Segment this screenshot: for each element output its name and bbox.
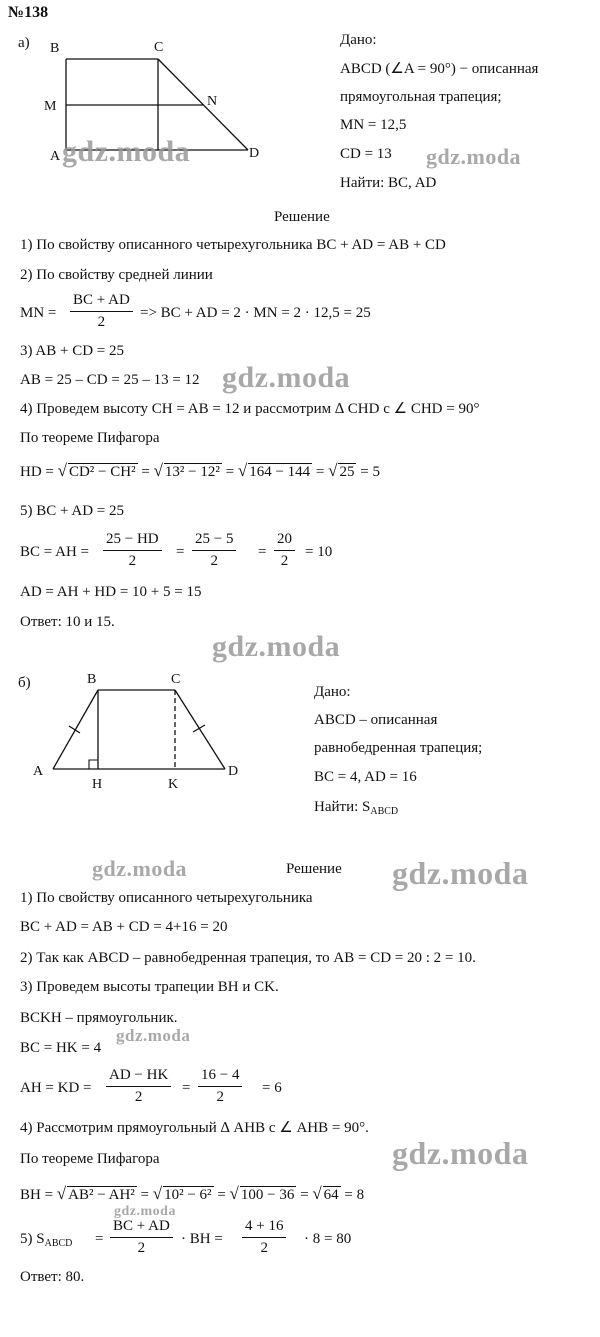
watermark: gdz.moda	[114, 1204, 176, 1219]
bh-root-2: 10² − 6²	[164, 1187, 212, 1203]
sum-line: BC + AD = AB + CD = 4+16 = 20	[20, 919, 228, 935]
ah-fraction-2	[198, 1068, 242, 1105]
hd-root-3: 164 − 144	[249, 464, 311, 480]
ah-end: = 6	[262, 1080, 282, 1096]
point-n-label: N	[207, 94, 218, 109]
ab-line: AB = 25 – CD = 25 – 13 = 12	[20, 372, 200, 388]
eq-sign: =	[258, 544, 267, 560]
bc-f1-den: 2	[128, 553, 137, 569]
eq-sign: =	[182, 1080, 191, 1096]
hd-root-4: 25	[339, 464, 355, 480]
ah-f1-num: AD − HK	[106, 1068, 171, 1087]
given-a-1: ABCD (∠A = 90°) − описанная	[340, 61, 539, 77]
s-lhs	[20, 1232, 72, 1247]
bc-f3-num: 20	[274, 532, 295, 551]
bc-fraction-1	[103, 532, 162, 569]
point-c-label: C	[171, 672, 181, 687]
hd-end: = 5	[360, 464, 380, 480]
given-a-2: прямоугольная трапеция;	[340, 89, 502, 105]
bc-end: = 10	[305, 544, 333, 560]
watermark: gdz.moda	[392, 1135, 529, 1171]
s-f1-num: BC + AD	[110, 1219, 173, 1238]
mn-numerator: BC + AD	[70, 293, 133, 312]
tick-cd	[193, 725, 205, 732]
step-a-2: 2) По свойству средней линии	[20, 267, 213, 283]
problem-number: №138	[8, 4, 49, 21]
mn-denominator: 2	[97, 314, 106, 330]
part-b-label: б)	[18, 675, 31, 691]
watermark: gdz.moda	[222, 361, 351, 394]
s-fraction-2	[242, 1219, 286, 1256]
step-a-4: 4) Проведем высоту CH = AB = 12 и рассмотрим ∆ CHD с ∠ CHD = 90°	[20, 401, 480, 417]
bc-fraction-3	[274, 532, 295, 569]
part-a-label: а)	[18, 35, 30, 51]
solution-title-b: Решение	[286, 861, 342, 877]
bc-f2-den: 2	[210, 553, 218, 569]
pyth-a: По теореме Пифагора	[20, 430, 160, 446]
find-b-prefix: Найти: S	[314, 799, 371, 815]
watermark: gdz.moda	[426, 144, 522, 169]
hd-equation: HD = √ CD² − CH² = √ 13² − 12² = √ 164 − 144 = √ 25 = 5	[20, 461, 380, 480]
watermark: gdz.moda	[392, 855, 529, 891]
ah-f2-den: 2	[216, 1089, 224, 1105]
mn-fraction	[70, 293, 133, 330]
ad-line: AD = AH + HD = 10 + 5 = 15	[20, 584, 202, 600]
hd-root-1: CD² − CH²	[68, 464, 136, 480]
bh-root-4: 64	[323, 1187, 339, 1203]
find-b	[314, 800, 398, 815]
step-b-4: 4) Рассмотрим прямоугольный ∆ AHB с ∠ AHB = 90°.	[20, 1120, 369, 1136]
mn-rhs: => BC + AD = 2 · MN = 2 · 12,5 = 25	[140, 305, 371, 321]
step-a-5: 5) BC + AD = 25	[20, 503, 125, 519]
watermark: gdz.moda	[116, 1026, 191, 1045]
point-c-label: C	[154, 40, 164, 55]
rect-line: BCKH – прямоугольник.	[20, 1010, 178, 1026]
s-mid: · BH =	[181, 1231, 223, 1247]
step-b-2: 2) Так как ABCD – равнобедренная трапеция, то AB = CD = 20 : 2 = 10.	[20, 950, 476, 966]
eq-sign: =	[176, 544, 185, 560]
s-sub: ABCD	[44, 1238, 73, 1249]
bh-equation: BH = √ AB² − AH² = √ 10² − 6² = √ 100 − 36 = √ 64 = 8	[20, 1184, 365, 1203]
point-d-label: D	[249, 146, 260, 161]
s-f2-num: 4 + 16	[242, 1219, 286, 1238]
given-b-3: BC = 4, AD = 16	[314, 769, 417, 785]
given-b-2: равнобедренная трапеция;	[314, 740, 483, 756]
point-a-label: A	[33, 764, 44, 779]
pyth-b: По теореме Пифагора	[20, 1151, 160, 1167]
hd-lhs: HD =	[20, 464, 54, 480]
s-prefix: 5) S	[20, 1231, 45, 1247]
right-angle-mark	[89, 760, 98, 769]
bc-f3-den: 2	[280, 553, 289, 569]
point-a-label: A	[50, 149, 61, 164]
given-a-4: CD = 13	[340, 146, 392, 162]
bh-end: = 8	[344, 1187, 365, 1203]
watermark: gdz.moda	[212, 630, 341, 663]
part-b-diagram	[25, 668, 275, 798]
s-eq: =	[95, 1231, 104, 1247]
bc-hk: BC = HK = 4	[20, 1040, 102, 1056]
ah-f1-den: 2	[134, 1089, 143, 1105]
point-m-label: M	[44, 99, 57, 114]
ah-lhs: AH = KD =	[20, 1080, 92, 1096]
solution-title-a: Решение	[274, 209, 330, 225]
given-title-a: Дано:	[340, 32, 377, 48]
step-b-3: 3) Проведем высоты трапеции BH и CK.	[20, 979, 279, 995]
s-f2-den: 2	[260, 1240, 268, 1256]
s-f1-den: 2	[137, 1240, 146, 1256]
point-h-label: H	[92, 777, 103, 792]
bh-lhs: BH =	[20, 1187, 54, 1203]
ah-f2-num: 16 − 4	[198, 1068, 242, 1087]
point-b-label: B	[50, 41, 60, 56]
ah-fraction-1	[106, 1068, 171, 1105]
find-b-sub: ABCD	[370, 806, 399, 817]
step-a-3: 3) AB + CD = 25	[20, 343, 125, 359]
step-b-1: 1) По свойству описанного четырехугольника	[20, 890, 313, 906]
hd-root-2: 13² − 12²	[164, 464, 220, 480]
answer-b: Ответ: 80.	[20, 1269, 85, 1285]
watermark: gdz.moda	[62, 135, 191, 168]
side-cd	[175, 690, 225, 769]
bh-root-1: AB² − AH²	[68, 1187, 135, 1203]
point-b-label: B	[87, 672, 97, 687]
bc-f1-num: 25 − HD	[103, 532, 162, 551]
s-end: · 8 = 80	[304, 1231, 352, 1247]
given-title-b: Дано:	[314, 684, 351, 700]
step-a-1: 1) По свойству описанного четырехугольника BC + AD = AB + CD	[20, 237, 446, 253]
s-fraction-1	[110, 1219, 173, 1256]
answer-a: Ответ: 10 и 15.	[20, 614, 115, 630]
watermark: gdz.moda	[92, 856, 188, 881]
find-a: Найти: BC, AD	[340, 175, 437, 191]
bc-f2-num: 25 − 5	[192, 532, 236, 551]
point-d-label: D	[228, 764, 239, 779]
bc-fraction-2	[192, 532, 236, 569]
point-k-label: K	[168, 777, 179, 792]
given-b-1: ABCD – описанная	[314, 712, 438, 728]
given-a-3: MN = 12,5	[340, 117, 407, 133]
bh-root-3: 100 − 36	[240, 1187, 295, 1203]
bc-lhs: BC = AH =	[20, 544, 90, 560]
mn-lhs: MN =	[20, 305, 57, 321]
